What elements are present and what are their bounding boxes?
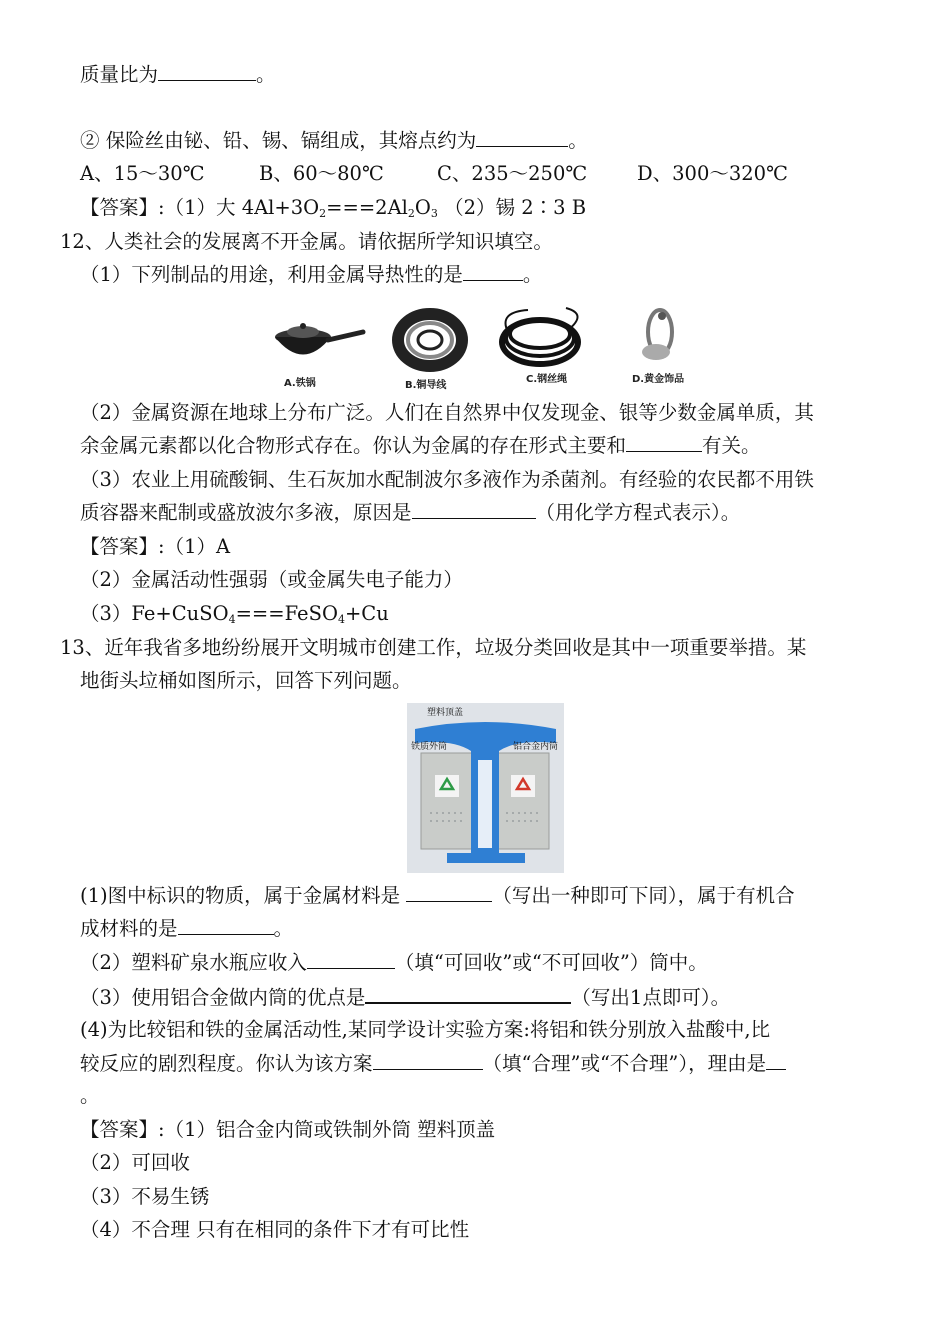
answer-blank xyxy=(626,433,702,452)
q12-part2-line1: （2）金属资源在地球上分布广泛。人们在自然界中仅发现金、银等少数金属单质，其 xyxy=(80,401,814,424)
q13-part4-line1: (4)为比较铝和铁的金属活动性,某同学设计实验方案:将铝和铁分别放入盐酸中,比 xyxy=(80,1018,771,1041)
trash-bin-figure xyxy=(407,703,564,873)
q13-part4-line3: 。 xyxy=(80,1084,100,1107)
q11-answer: 【答案】:（1）大 $4Al+3O_2===2Al_2O_3$ （2）锡 2∶3 B xyxy=(80,196,587,220)
q13-title-line2: 地街头垃桶如图所示，回答下列问题。 xyxy=(80,669,412,692)
bin-label-aluminum-inner: 铝合金内筒 xyxy=(513,742,559,752)
bin-label-plastic-cover: 塑料顶盖 xyxy=(427,708,464,718)
answer-blank xyxy=(365,984,571,1004)
image-caption-c: C.钢丝绳 xyxy=(526,374,568,385)
q13-answer2: （2）可回收 xyxy=(80,1151,190,1174)
bin-label-iron-shell: 铁质外筒 xyxy=(411,742,448,752)
answer-blank xyxy=(463,262,523,281)
answer-blank xyxy=(766,1051,786,1070)
answer-blank xyxy=(307,950,395,969)
q13-part4-line2: 较反应的剧烈程度。你认为该方案 （填“合理”或“不合理”），理由是 xyxy=(80,1051,786,1077)
q13-answer1: 【答案】:（1）铝合金内筒或铁制外筒 塑料顶盖 xyxy=(80,1118,496,1141)
q12-part3-line1: （3）农业上用硫酸铜、生石灰加水配制波尔多液作为杀菌剂。有经验的农民都不用铁 xyxy=(80,468,814,491)
answer-blank xyxy=(476,128,568,147)
q13-answer3: （3）不易生锈 xyxy=(80,1185,210,1208)
q13-part3: （3）使用铝合金做内筒的优点是 （写出1点即可）。 xyxy=(80,986,731,1009)
answer-blank xyxy=(412,500,536,519)
q11-option-c: C、235～250℃ xyxy=(437,162,588,185)
q11-option-b: B、60～80℃ xyxy=(259,162,384,185)
trash-bin-illustration xyxy=(407,703,564,873)
answer-blank xyxy=(406,883,492,902)
image-caption-d: D.黄金饰品 xyxy=(632,374,685,385)
wok-icon xyxy=(275,323,363,355)
gold-jewelry-icon xyxy=(642,310,672,360)
q13-part1-line1: (1)图中标识的物质，属于金属材料是 （写出一种即可下同），属于有机合 xyxy=(80,884,795,907)
q13-title-line1: 13、近年我省多地纷纷展开文明城市创建工作，垃圾分类回收是其中一项重要举措。某 xyxy=(60,636,807,659)
q12-answer3: （3）Fe+CuSO$_4$===FeSO$_4$+Cu xyxy=(80,602,389,626)
image-caption-b: B.铜导线 xyxy=(405,380,447,391)
answer-blank xyxy=(178,916,274,935)
q11-mass-ratio-line: 质量比为 。 xyxy=(80,63,276,86)
q12-title: 12、人类社会的发展离不开金属。请依据所学知识填空。 xyxy=(60,230,553,253)
answer-blank xyxy=(373,1051,483,1070)
q11-option-d: D、300～320℃ xyxy=(637,162,788,185)
q13-part2: （2）塑料矿泉水瓶应收入 （填“可回收”或“不可回收”）筒中。 xyxy=(80,951,708,974)
q12-part2-line2: 余金属元素都以化合物形式存在。你认为金属的存在形式主要和 有关。 xyxy=(80,434,761,457)
q13-part1-line2: 成材料的是 。 xyxy=(80,917,294,940)
metal-products-figure xyxy=(268,302,708,392)
q12-part3-line2: 质容器来配制或盛放波尔多液，原因是 （用化学方程式表示）。 xyxy=(80,501,741,524)
q13-answer4: （4）不合理 只有在相同的条件下才有可比性 xyxy=(80,1218,470,1241)
q11-option-a: A、15～30℃ xyxy=(80,162,205,185)
image-caption-a: A.铁锅 xyxy=(284,378,316,389)
answer-blank xyxy=(158,62,256,81)
copper-wire-icon xyxy=(398,314,462,366)
q12-part1: （1）下列制品的用途，利用金属导热性的是 。 xyxy=(80,263,543,286)
q12-answer1: 【答案】:（1）A xyxy=(80,535,231,558)
steel-rope-icon xyxy=(502,308,578,364)
q11-fuse-question: ② 保险丝由铋、铅、锡、镉组成，其熔点约为 。 xyxy=(80,129,588,152)
q12-answer2: （2）金属活动性强弱（或金属失电子能力） xyxy=(80,568,463,591)
